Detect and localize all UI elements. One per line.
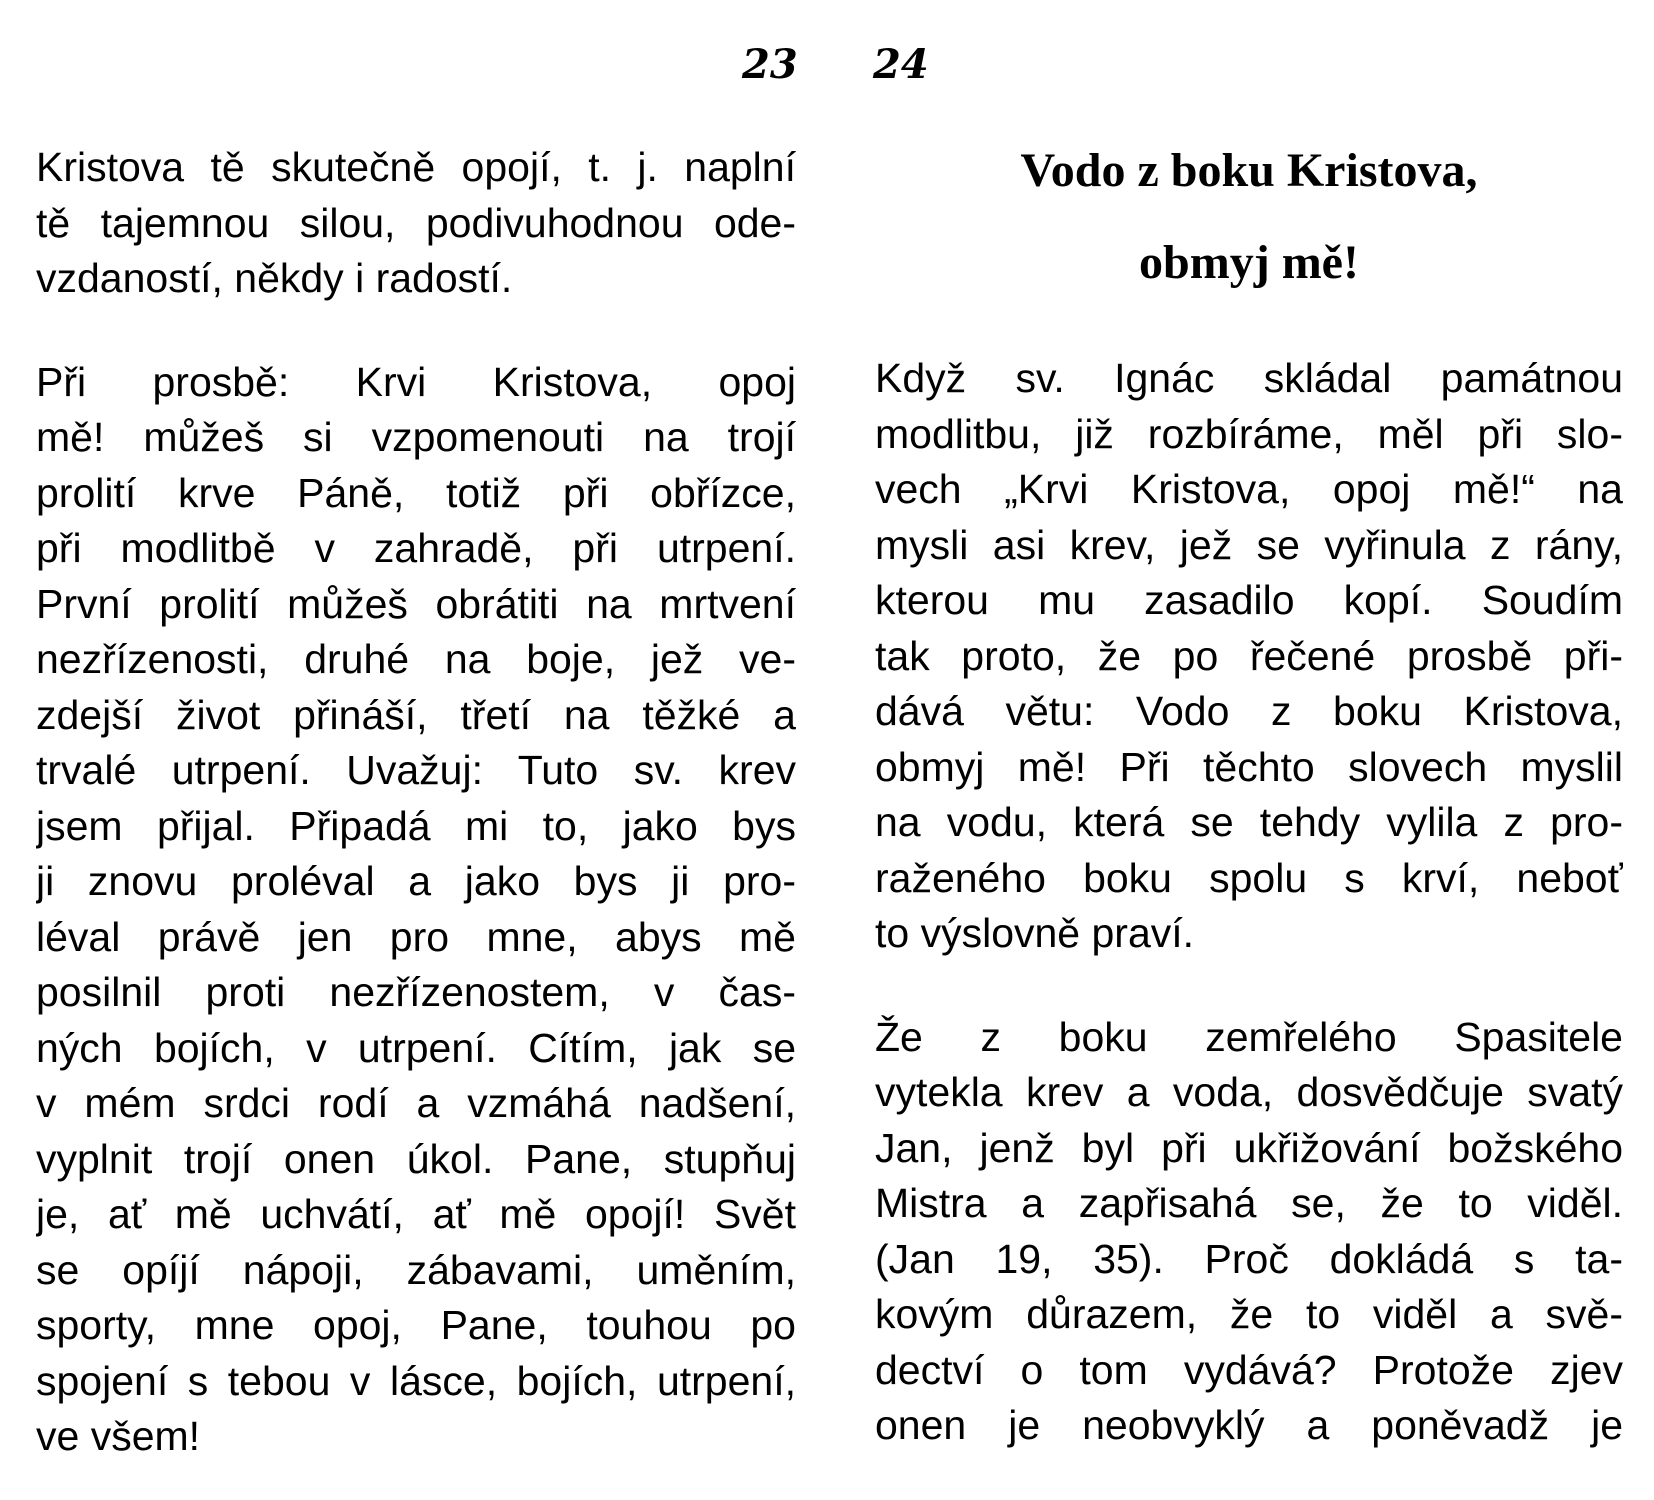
text-line: spojení s tebou v lásce, bojích, utrpení, bbox=[36, 1357, 796, 1404]
text-line: tě tajemnou silou, podivuhodnou ode- bbox=[36, 199, 796, 246]
text-line: posilnil proti nezřízenostem, v čas- bbox=[36, 969, 796, 1015]
text-line: obmyj mě! Při těchto slovech myslil bbox=[875, 743, 1623, 790]
text-line: léval právě jen pro mne, abys mě bbox=[36, 913, 796, 960]
text-line: ji znovu proléval a jako bys ji pro- bbox=[36, 858, 796, 904]
text-line: zdejší život přináší, třetí na těžké a bbox=[36, 691, 796, 738]
left-paragraph-1 bbox=[36, 140, 796, 307]
page-number-left: 23 bbox=[742, 41, 798, 88]
text-line: dává větu: Vodo z boku Kristova, bbox=[875, 688, 1623, 734]
text-line: mysli asi krev, jež se vyřinula z rány, bbox=[875, 521, 1623, 568]
paragraph-gap bbox=[36, 307, 796, 355]
text-line: vyplnit trojí onen úkol. Pane, stupňuj bbox=[36, 1135, 796, 1182]
text-line: kterou mu zasadilo kopí. Soudím bbox=[875, 577, 1623, 623]
text-line: ných bojích, v utrpení. Cítím, jak se bbox=[36, 1024, 796, 1071]
text-line: vytekla krev a voda, dosvědčuje svatý bbox=[875, 1069, 1623, 1115]
text-line: v mém srdci rodí a vzmáhá nadšení, bbox=[36, 1080, 796, 1126]
text-line: je, ať mě uchvátí, ať mě opojí! Svět bbox=[36, 1191, 796, 1237]
left-page bbox=[36, 140, 796, 1465]
text-line: jsem přijal. Připadá mi to, jako bys bbox=[36, 802, 796, 849]
right-body bbox=[875, 351, 1623, 1454]
text-line: Když sv. Ignác skládal památnou bbox=[875, 355, 1623, 401]
text-line: onen je neobvyklý a poněvadž je bbox=[875, 1402, 1623, 1448]
text-line: Jan, jenž byl při ukřižování božského bbox=[875, 1124, 1623, 1171]
text-line: vzdaností, někdy i radostí. bbox=[36, 255, 513, 301]
chapter-heading-line-2: obmyj mě! bbox=[1139, 236, 1359, 289]
text-line: při modlitbě v zahradě, při utrpení. bbox=[36, 525, 796, 571]
text-line: se opíjí nápoji, zábavami, uměním, bbox=[36, 1246, 796, 1293]
text-line: Kristova tě skutečně opojí, t. j. naplní bbox=[36, 144, 796, 190]
page-number-right: 24 bbox=[873, 41, 929, 88]
text-line: sporty, mne opoj, Pane, touhou po bbox=[36, 1302, 796, 1348]
paragraph-gap bbox=[875, 962, 1623, 1010]
chapter-heading-line-1: Vodo z boku Kristova, bbox=[1020, 144, 1478, 197]
text-line: prolití krve Páně, totiž při obřízce, bbox=[36, 469, 796, 516]
text-line: Při prosbě: Krvi Kristova, opoj bbox=[36, 358, 796, 405]
text-line: ve všem! bbox=[36, 1413, 201, 1459]
text-line: mě! můžeš si vzpomenouti na trojí bbox=[36, 414, 796, 460]
right-page bbox=[875, 140, 1623, 1454]
text-line: na vodu, která se tehdy vylila z pro- bbox=[875, 799, 1623, 845]
left-paragraph-2 bbox=[36, 355, 796, 1465]
text-line: kovým důrazem, že to viděl a svě- bbox=[875, 1291, 1623, 1337]
right-paragraph-1 bbox=[875, 351, 1623, 962]
right-paragraph-2 bbox=[875, 1010, 1623, 1454]
text-line: dectví o tom vydává? Protože zjev bbox=[875, 1346, 1623, 1393]
text-line: vech „Krvi Kristova, opoj mě!“ na bbox=[875, 466, 1623, 512]
text-line: modlitbu, již rozbíráme, měl při slo- bbox=[875, 410, 1623, 457]
text-line: to výslovně praví. bbox=[875, 910, 1195, 956]
text-line: Mistra a zapřisahá se, že to viděl. bbox=[875, 1180, 1623, 1226]
text-line: nezřízenosti, druhé na boje, jež ve- bbox=[36, 636, 796, 682]
text-line: tak proto, že po řečené prosbě při- bbox=[875, 632, 1623, 679]
text-line: První prolití můžeš obrátiti na mrtvení bbox=[36, 580, 796, 627]
text-line: trvalé utrpení. Uvažuj: Tuto sv. krev bbox=[36, 747, 796, 793]
text-line: raženého boku spolu s krví, neboť bbox=[875, 854, 1623, 901]
text-line: (Jan 19, 35). Proč dokládá s ta- bbox=[875, 1235, 1623, 1282]
text-line: Že z boku zemřelého Spasitele bbox=[875, 1013, 1623, 1060]
